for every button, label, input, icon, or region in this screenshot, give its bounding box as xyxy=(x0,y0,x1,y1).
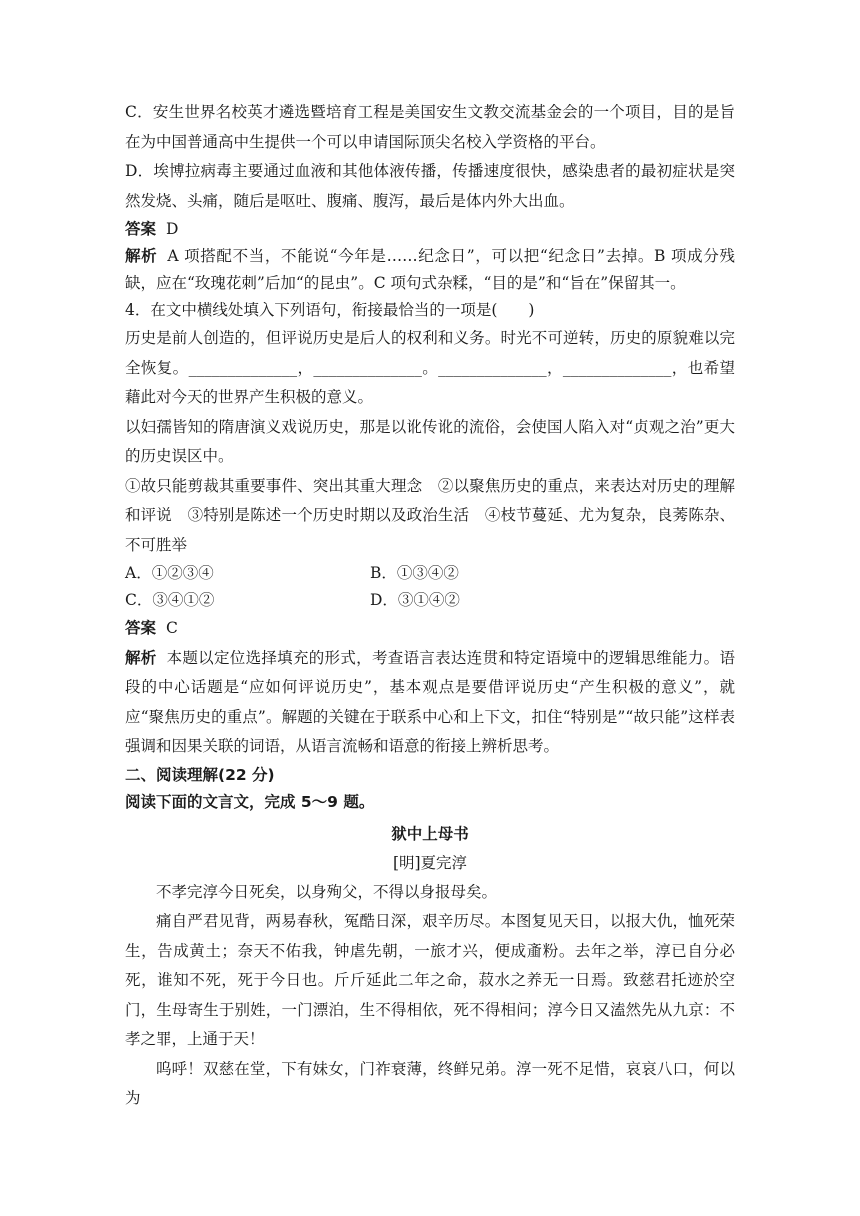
q4-answer xyxy=(125,614,735,644)
q4-analysis xyxy=(125,644,735,762)
q4-items: ①故只能剪裁其重要事件、突出其重大理念 ②以聚焦历史的重点，来表达对历史的理解和评说 ③特别是陈述一个历史时期以及政治生活 ④枝节蔓延、尤为复杂，良莠陈杂、不可胜举 xyxy=(125,476,735,554)
q4-option-a: A．①②③④ xyxy=(125,564,214,582)
answer-value: D xyxy=(166,220,179,238)
q4-option-d: D．③①④② xyxy=(370,591,460,609)
q4-passage-1: 历史是前人创造的，但评说历史是后人的权利和义务。时光不可逆转，历史的原貌难以完全恢复。______________，______________。______________，______________，也希望藉此对今天的世界产生积极的意义。 xyxy=(125,329,735,406)
q4-options-row-1 xyxy=(125,560,735,587)
section-instruction: 阅读下面的文言文，完成 5～9 题。 xyxy=(125,792,375,811)
analysis-text: A 项搭配不当，不能说“今年是……纪念日”，可以把“纪念日”去掉。B 项成分残缺，应在“玫瑰花刺”后加“的昆虫”。C 项句式杂糅，“目的是”和“旨在”保留其一。 xyxy=(125,247,735,292)
q4-option-b: B．①③④② xyxy=(370,564,459,582)
q4-option-c: C．③④①② xyxy=(125,591,215,609)
q4-stem: 4．在文中横线处填入下列语句，衔接最恰当的一项是( ) xyxy=(125,301,535,319)
q3-option-d: D．埃博拉病毒主要通过血液和其他体液传播，传播速度很快，感染患者的最初症状是突然发烧、头痛，随后是呕吐、腹痛、腹泻，最后是体内外大出血。 xyxy=(125,162,735,210)
analysis-label: 解析 xyxy=(125,247,158,265)
q3-option-c: C．安生世界名校英才遴选暨培育工程是美国安生文教交流基金会的一个项目，目的是旨在为中国普通高中生提供一个可以申请国际顶尖名校入学资格的平台。 xyxy=(125,103,735,151)
passage-title: 狱中上母书 xyxy=(391,824,469,843)
q3-answer xyxy=(125,216,735,243)
q4-passage-2: 以妇孺皆知的隋唐演义戏说历史，那是以讹传讹的流俗，会使国人陷入对“贞观之治”更大的历史误区中。 xyxy=(125,417,735,465)
analysis-text: 本题以定位选择填充的形式，考查语言表达连贯和特定语境中的逻辑思维能力。语段的中心话题是“应如何评说历史”，基本观点是要借评说历史“产生积极的意义”，就应“聚焦历史的重点”。解题的关键在于联系中心和上下文，扣住“特别是”“故只能”这样表强调和因果关联的词语，从语言流畅和语意的衔接上辨析思考。 xyxy=(125,648,735,755)
passage-para-2: 痛自严君见背，两易春秋，冤酷日深，艰辛历尽。本图复见天日，以报大仇，恤死荣生，告成黄土；奈天不佑我，钟虐先朝，一旅才兴，便成齑粉。去年之举，淳已自分必死，谁知不死，死于今日也。斤斤延此二年之命，菽水之养无一日焉。致慈君托迹於空门，生母寄生于别姓，一门漂泊，生不得相依，死不得相问；淳今日又溘然先从九京：不孝之罪，上通于天！ xyxy=(125,912,735,1048)
section-heading: 二、阅读理解(22 分) xyxy=(125,765,275,784)
answer-label: 答案 xyxy=(125,220,157,238)
passage-author: [明]夏完淳 xyxy=(392,853,468,872)
answer-label: 答案 xyxy=(125,619,157,637)
analysis-label: 解析 xyxy=(125,648,157,667)
passage-para-1: 不孝完淳今日死矣，以身殉父，不得以身报母矣。 xyxy=(156,882,498,901)
answer-value: C xyxy=(166,619,178,637)
passage-para-3: 呜呼！双慈在堂，下有妹女，门祚衰薄，终鲜兄弟。淳一死不足惜，哀哀八口，何以为 xyxy=(125,1059,735,1107)
q3-analysis xyxy=(125,243,735,297)
q4-options-row-2 xyxy=(125,587,735,614)
